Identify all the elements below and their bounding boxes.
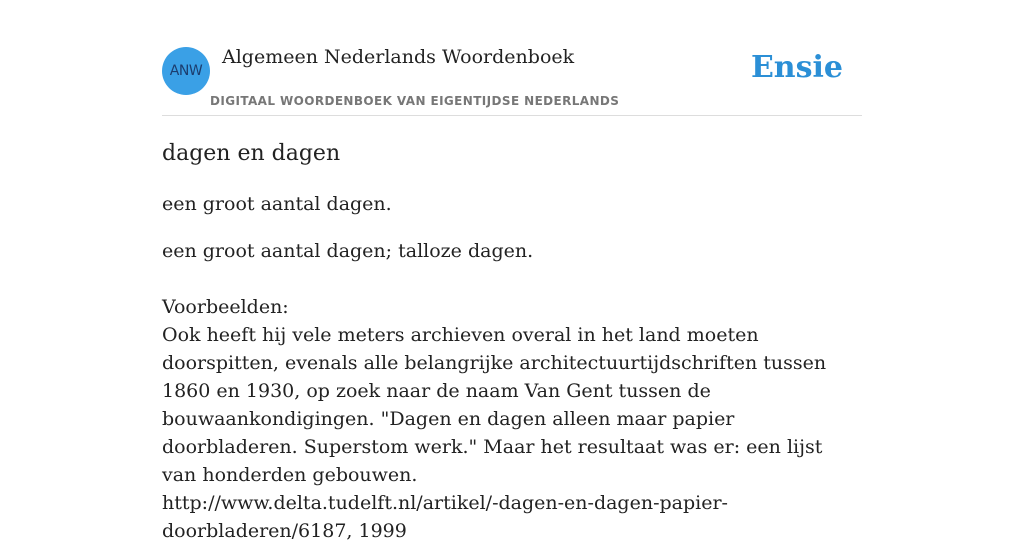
long-definition: een groot aantal dagen; talloze dagen.: [162, 240, 534, 262]
examples-block: [162, 293, 862, 545]
site-title[interactable]: Algemeen Nederlands Woordenboek: [222, 46, 575, 68]
header-divider: [162, 115, 862, 116]
anw-logo[interactable]: [162, 47, 210, 95]
example-text: Ook heeft hij vele meters archieven overal in het land moeten doorspitten, evenals alle belangrijke architectuurtijdschriften tussen 1860 en 1930, op zoek naar de naam Van Gent tussen de bouwaankondigingen. "Dagen en dagen alleen maar papier doorbladeren. Superstom werk." Maar het resultaat was er: een lijst van honderden gebouwen.: [162, 324, 827, 486]
short-definition: een groot aantal dagen.: [162, 193, 392, 215]
header: [162, 46, 862, 116]
site-subtitle: DIGITAAL WOORDENBOEK VAN EIGENTIJDSE NEDERLANDS: [210, 94, 620, 108]
ensie-brand-link[interactable]: Ensie: [750, 50, 843, 85]
example-source: http://www.delta.tudelft.nl/artikel/-dagen-en-dagen-papier-doorbladeren/6187, 1999: [162, 492, 728, 542]
logo-text: ANW: [169, 63, 203, 79]
examples-heading: Voorbeelden:: [162, 296, 289, 318]
entry-term: dagen en dagen: [162, 141, 341, 166]
entry-content: [162, 138, 862, 545]
